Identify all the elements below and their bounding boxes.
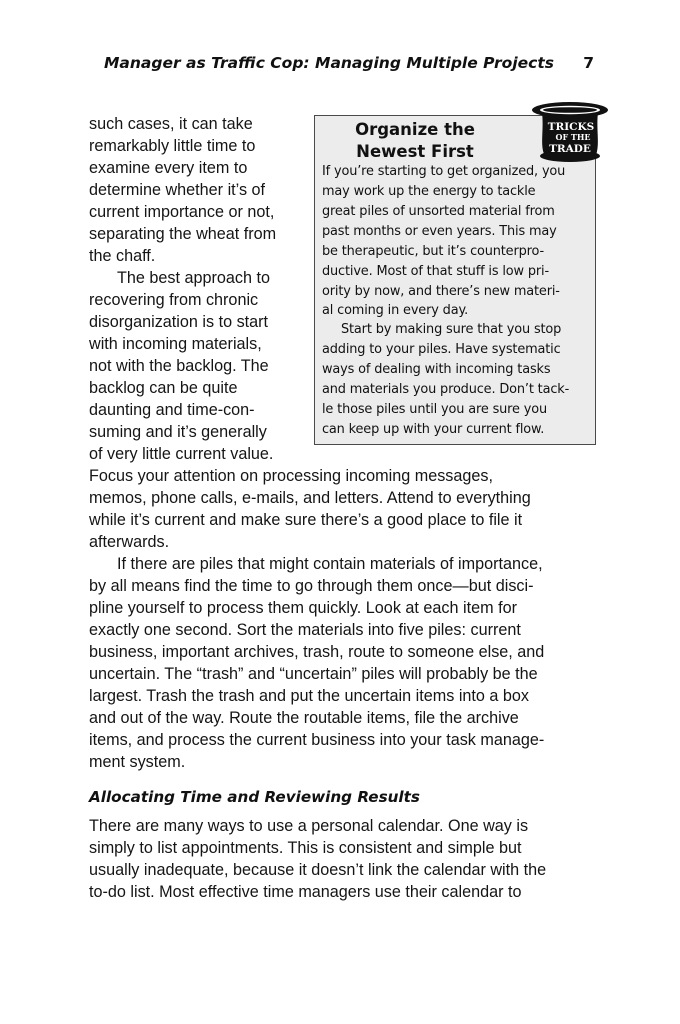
body-line: There are many ways to use a personal calendar. One way is	[89, 817, 529, 835]
body-line: and out of the way. Route the routable items, file the archive	[89, 709, 519, 727]
sidebar-line: ductive. Most of that stuff is low pri-	[322, 264, 549, 279]
body-line: afterwards.	[89, 533, 170, 551]
body-line: suming and it’s generally	[89, 423, 267, 441]
badge-word: TRICKS	[547, 121, 595, 133]
body-line: by all means find the time to go through them once—but disci-	[89, 577, 534, 595]
badge-word: OF THE	[555, 132, 591, 142]
sidebar-line: great piles of unsorted material from	[322, 204, 555, 219]
sidebar-line: may work up the energy to tackle	[322, 184, 536, 199]
body-line: daunting and time-con-	[89, 401, 255, 419]
body-line: disorganization is to start	[89, 313, 269, 331]
body-line: remarkably little time to	[89, 137, 256, 155]
body-line: The best approach to	[117, 269, 270, 287]
body-line: separating the wheat from	[89, 225, 277, 243]
sidebar-line: can keep up with your current flow.	[322, 422, 545, 437]
body-line: of very little current value.	[89, 445, 274, 463]
sidebar-line: ority by now, and there’s new materi-	[322, 284, 560, 299]
body-line: business, important archives, trash, route to someone else, and	[89, 643, 545, 661]
body-line: to-do list. Most effective time managers use their calendar to	[89, 883, 522, 901]
body-line: ment system.	[89, 753, 186, 771]
body-line: while it’s current and make sure there’s a good place to file it	[89, 511, 523, 529]
sidebar-line: ways of dealing with incoming tasks	[322, 362, 551, 377]
body-line: usually inadequate, because it doesn’t link the calendar with the	[89, 861, 547, 879]
running-title: Manager as Traffic Cop: Managing Multiple Projects	[104, 54, 554, 72]
sidebar-line: past months or even years. This may	[322, 224, 557, 239]
body-line: simply to list appointments. This is consistent and simple but	[89, 839, 522, 857]
sidebar-title: Newest First	[356, 142, 474, 161]
section-heading: Allocating Time and Reviewing Results	[89, 788, 420, 806]
body-line: Focus your attention on processing incoming messages,	[89, 467, 493, 485]
page-number: 7	[583, 54, 594, 72]
body-line: recovering from chronic	[89, 291, 259, 309]
sidebar-line: al coming in every day.	[322, 303, 469, 318]
body-line: items, and process the current business into your task manage-	[89, 731, 545, 749]
sidebar-line: adding to your piles. Have systematic	[322, 342, 561, 357]
sidebar-line: If you’re starting to get organized, you	[322, 164, 566, 179]
body-line: uncertain. The “trash” and “uncertain” piles will probably be the	[89, 665, 538, 683]
body-line: pline yourself to process them quickly. Look at each item for	[89, 599, 517, 617]
sidebar-line: and materials you produce. Don’t tack-	[322, 382, 570, 397]
running-head	[104, 54, 600, 78]
sidebar-line: le those piles until you are sure you	[322, 402, 548, 417]
body-line: largest. Trash the trash and put the uncertain items into a box	[89, 687, 530, 705]
body-line: current importance or not,	[89, 203, 275, 221]
body-line: determine whether it’s of	[89, 181, 266, 199]
tricks-of-the-trade-hat-icon	[528, 100, 610, 164]
badge-word: TRADE	[549, 143, 591, 155]
sidebar-line: Start by making sure that you stop	[341, 322, 562, 337]
body-line: exactly one second. Sort the materials into five piles: current	[89, 621, 521, 639]
sidebar-title: Organize the	[355, 120, 475, 139]
sidebar-line: be therapeutic, but it’s counterpro-	[322, 244, 544, 259]
body-line: such cases, it can take	[89, 115, 253, 133]
body-line: with incoming materials,	[89, 335, 262, 353]
body-line: examine every item to	[89, 159, 248, 177]
body-line: the chaff.	[89, 247, 156, 265]
body-line: backlog can be quite	[89, 379, 238, 397]
body-line: not with the backlog. The	[89, 357, 269, 375]
body-line: If there are piles that might contain materials of importance,	[117, 555, 543, 573]
body-line: memos, phone calls, e-mails, and letters. Attend to everything	[89, 489, 531, 507]
